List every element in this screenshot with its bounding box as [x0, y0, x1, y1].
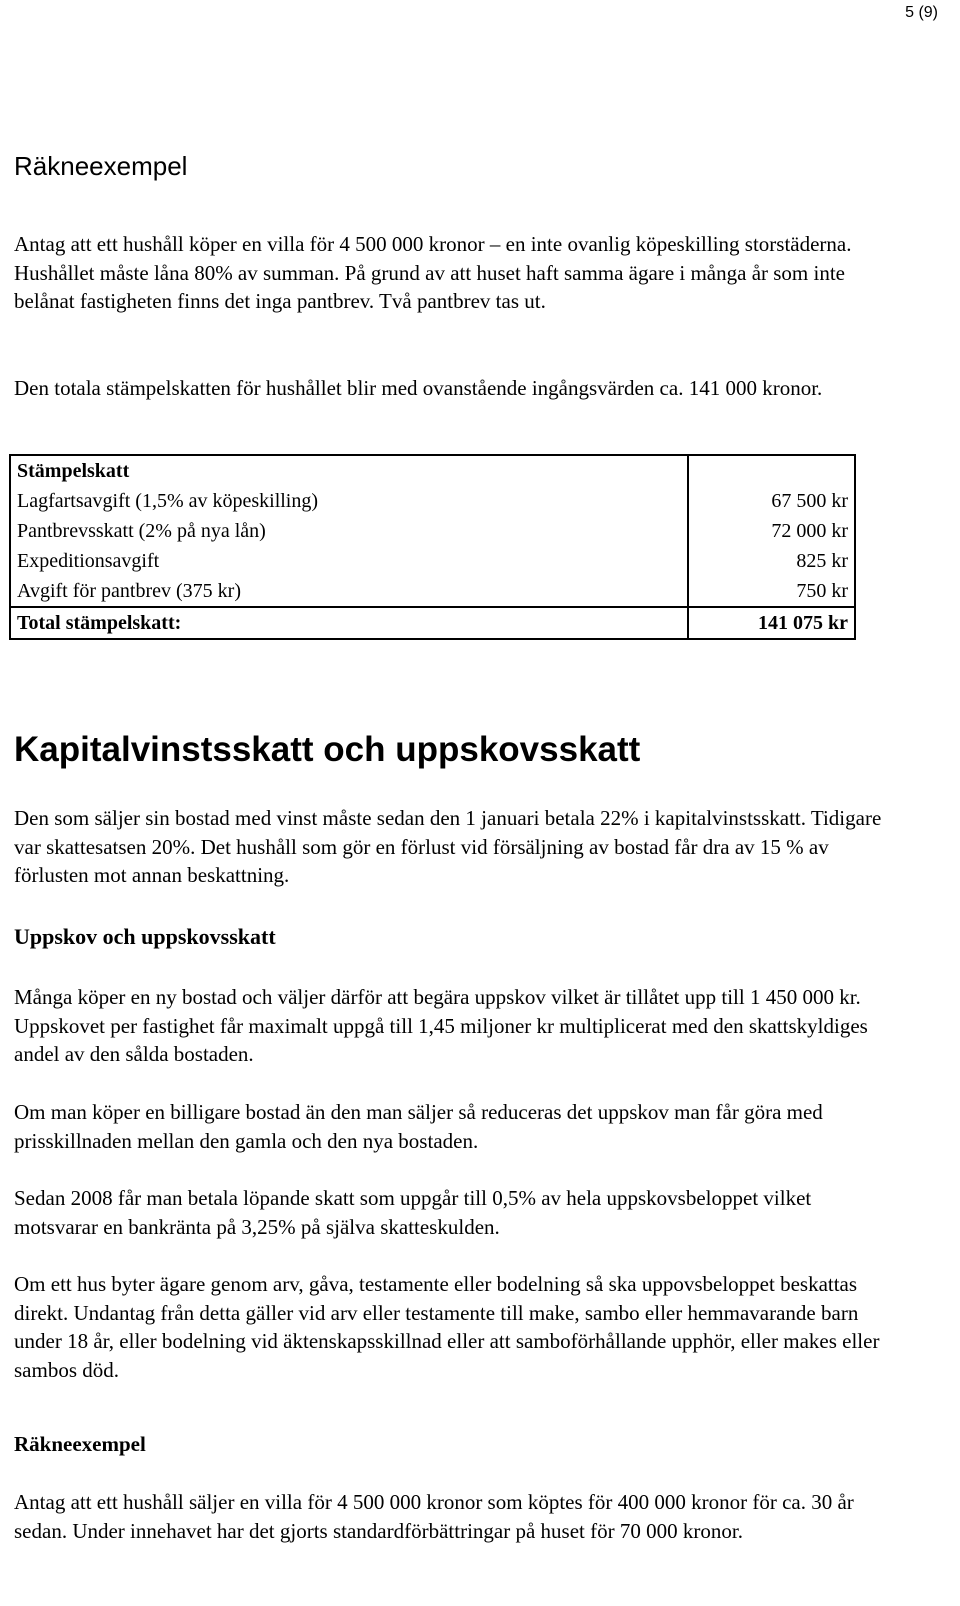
- table-header-row: [10, 455, 855, 486]
- section-heading-deferral: Uppskov och uppskovsskatt: [14, 924, 276, 949]
- table-header-amount: [688, 455, 855, 486]
- section-heading-capital-gains: Kapitalvinstsskatt och uppskovsskatt: [14, 730, 641, 769]
- row-label: Pantbrevsskatt (2% på nya lån): [10, 516, 688, 546]
- section-heading-example-2: Räkneexempel: [14, 1432, 146, 1456]
- table-total-row: [10, 607, 855, 639]
- deferral-paragraph: Sedan 2008 får man betala löpande skatt som uppgår till 0,5% av hela uppskovsbeloppet vilket motsvarar en bankränta på 3,25% på själva skatteskulden.: [14, 1186, 812, 1239]
- row-label: Avgift för pantbrev (375 kr): [10, 576, 688, 607]
- intro-paragraph: Antag att ett hushåll köper en villa för 4 500 000 kronor – en inte ovanlig köpeskilling storstäderna. Hushållet måste låna 80% av summan. På grund av att huset haft samma ägare i många år som inte belånat fastigheten finns det inga pantbrev. Två pantbrev tas ut.: [14, 232, 852, 313]
- row-label: Lagfartsavgift (1,5% av köpeskilling): [10, 486, 688, 516]
- row-amount: 67 500 kr: [688, 486, 855, 516]
- deferral-paragraph: Många köper en ny bostad och väljer därför att begära uppskov vilket är tillåtet upp till 1 450 000 kr. Uppskovet per fastighet får maximalt uppgå till 1,45 miljoner kr multiplicerat med den skattskyldiges andel av den sålda bostaden.: [14, 985, 868, 1066]
- total-paragraph: Den totala stämpelskatten för hushållet blir med ovanstående ingångsvärden ca. 141 000 kronor.: [14, 376, 823, 400]
- total-amount: 141 075 kr: [688, 607, 855, 639]
- table-row: [10, 576, 855, 607]
- table-row: [10, 516, 855, 546]
- page-number: 5 (9): [905, 4, 938, 21]
- table-row: [10, 546, 855, 576]
- capital-gains-paragraph: Den som säljer sin bostad med vinst måste sedan den 1 januari betala 22% i kapitalvinstsskatt. Tidigare var skattesatsen 20%. Det hushåll som gör en förlust vid försäljning av bostad får dra av 15 % av förlusten mot annan beskattning.: [14, 806, 882, 887]
- row-amount: 72 000 kr: [688, 516, 855, 546]
- deferral-paragraph: Om man köper en billigare bostad än den man säljer så reduceras det uppskov man får göra med prisskillnaden mellan den gamla och den nya bostaden.: [14, 1100, 823, 1153]
- table-row: [10, 486, 855, 516]
- row-amount: 750 kr: [688, 576, 855, 607]
- deferral-paragraph: Om ett hus byter ägare genom arv, gåva, testamente eller bodelning så ska uppovsbeloppet beskattas direkt. Undantag från detta gäller vid arv eller testamente till make, sambo eller hemmavarande barn under 18 år, eller bodelning vid äktenskapsskillnad eller att samboförhållande upphör, eller makes eller sambos död.: [14, 1272, 880, 1382]
- row-label: Expeditionsavgift: [10, 546, 688, 576]
- stamp-duty-table: [9, 454, 856, 640]
- example-2-paragraph: Antag att ett hushåll säljer en villa för 4 500 000 kronor som köptes för 400 000 kronor för ca. 30 år sedan. Under innehavet har det gjorts standardförbättringar på huset för 70 000 kronor.: [14, 1490, 854, 1543]
- total-label: Total stämpelskatt:: [10, 607, 688, 639]
- table-header-label: Stämpelskatt: [10, 455, 688, 486]
- row-amount: 825 kr: [688, 546, 855, 576]
- section-heading-example: Räkneexempel: [14, 151, 188, 181]
